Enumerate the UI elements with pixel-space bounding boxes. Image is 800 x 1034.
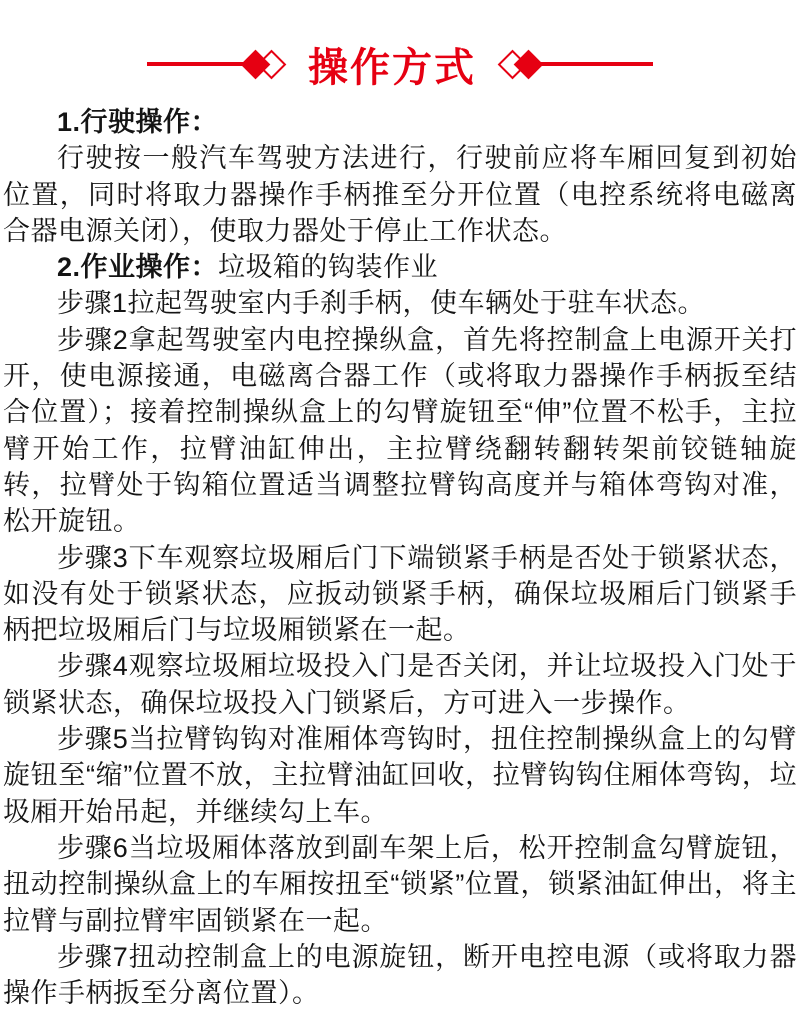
section-1-paragraph: 行驶按一般汽车驾驶方法进行，行驶前应将车厢回复到初始位置，同时将取力器操作手柄推至分开位置（电控系统将电磁离合器电源关闭），使取力器处于停止工作状态。 xyxy=(3,143,797,246)
section-1-heading-label: 1.行驶操作： xyxy=(57,107,219,137)
step-3-paragraph: 步骤3下车观察垃圾厢后门下端锁紧手柄是否处于锁紧状态，如没有处于锁紧状态，应扳动锁紧手柄，确保垃圾厢后门锁紧手柄把垃圾厢后门与垃圾厢锁紧在一起。 xyxy=(3,542,797,646)
step-1-paragraph: 步骤1拉起驾驶室内手刹手柄，使车辆处于驻车状态。 xyxy=(57,288,706,319)
page-title: 操作方式 xyxy=(308,45,476,90)
step-4-paragraph: 步骤4观察垃圾厢垃圾投入门是否关闭，并让垃圾投入门处于锁紧状态，确保垃圾投入门锁紧后，方可进入一步操作。 xyxy=(3,651,797,718)
document-body xyxy=(0,94,800,1011)
section-2-heading-suffix: 垃圾箱的钩装作业 xyxy=(218,252,439,283)
left-rule-line xyxy=(147,62,251,66)
diamond-filled-icon xyxy=(514,49,544,79)
left-diamond-decoration xyxy=(251,54,282,75)
section-2-heading-label: 2.作业操作： xyxy=(57,252,219,283)
section-2-heading xyxy=(3,249,797,285)
right-diamond-decoration xyxy=(502,54,533,75)
right-rule-line xyxy=(533,62,653,66)
section-1-heading xyxy=(3,104,797,140)
title-banner xyxy=(0,34,800,94)
step-7-paragraph: 步骤7扭动控制盒上的电源旋钮，断开电控电源（或将取力器操作手柄扳至分离位置）。 xyxy=(3,941,797,1009)
step-2-paragraph: 步骤2拿起驾驶室内电控操纵盒，首先将控制盒上电源开关打开，使电源接通，电磁离合器工作（或将取力器操作手柄扳至结合位置）；接着控制操纵盒上的勾臂旋钮至“伸”位置不松手，主拉臂开始工作，拉臂油缸伸出，主拉臂绕翻转翻转架前铰链轴旋转，拉臂处于钩箱位置适当调整拉臂钩高度并与箱体弯钩对准，松开旋钮。 xyxy=(3,324,797,537)
step-5-paragraph: 步骤5当拉臂钩钩对准厢体弯钩时，扭住控制操纵盒上的勾臂旋钮至“缩”位置不放，主拉臂油缸回收，拉臂钩钩住厢体弯钩，垃圾厢开始吊起，并继续勾上车。 xyxy=(3,724,797,827)
step-6-paragraph: 步骤6当垃圾厢体落放到副车架上后，松开控制盒勾臂旋钮，扭动控制操纵盒上的车厢按扭至“锁紧”位置，锁紧油缸伸出，将主拉臂与副拉臂牢固锁紧在一起。 xyxy=(3,832,797,936)
